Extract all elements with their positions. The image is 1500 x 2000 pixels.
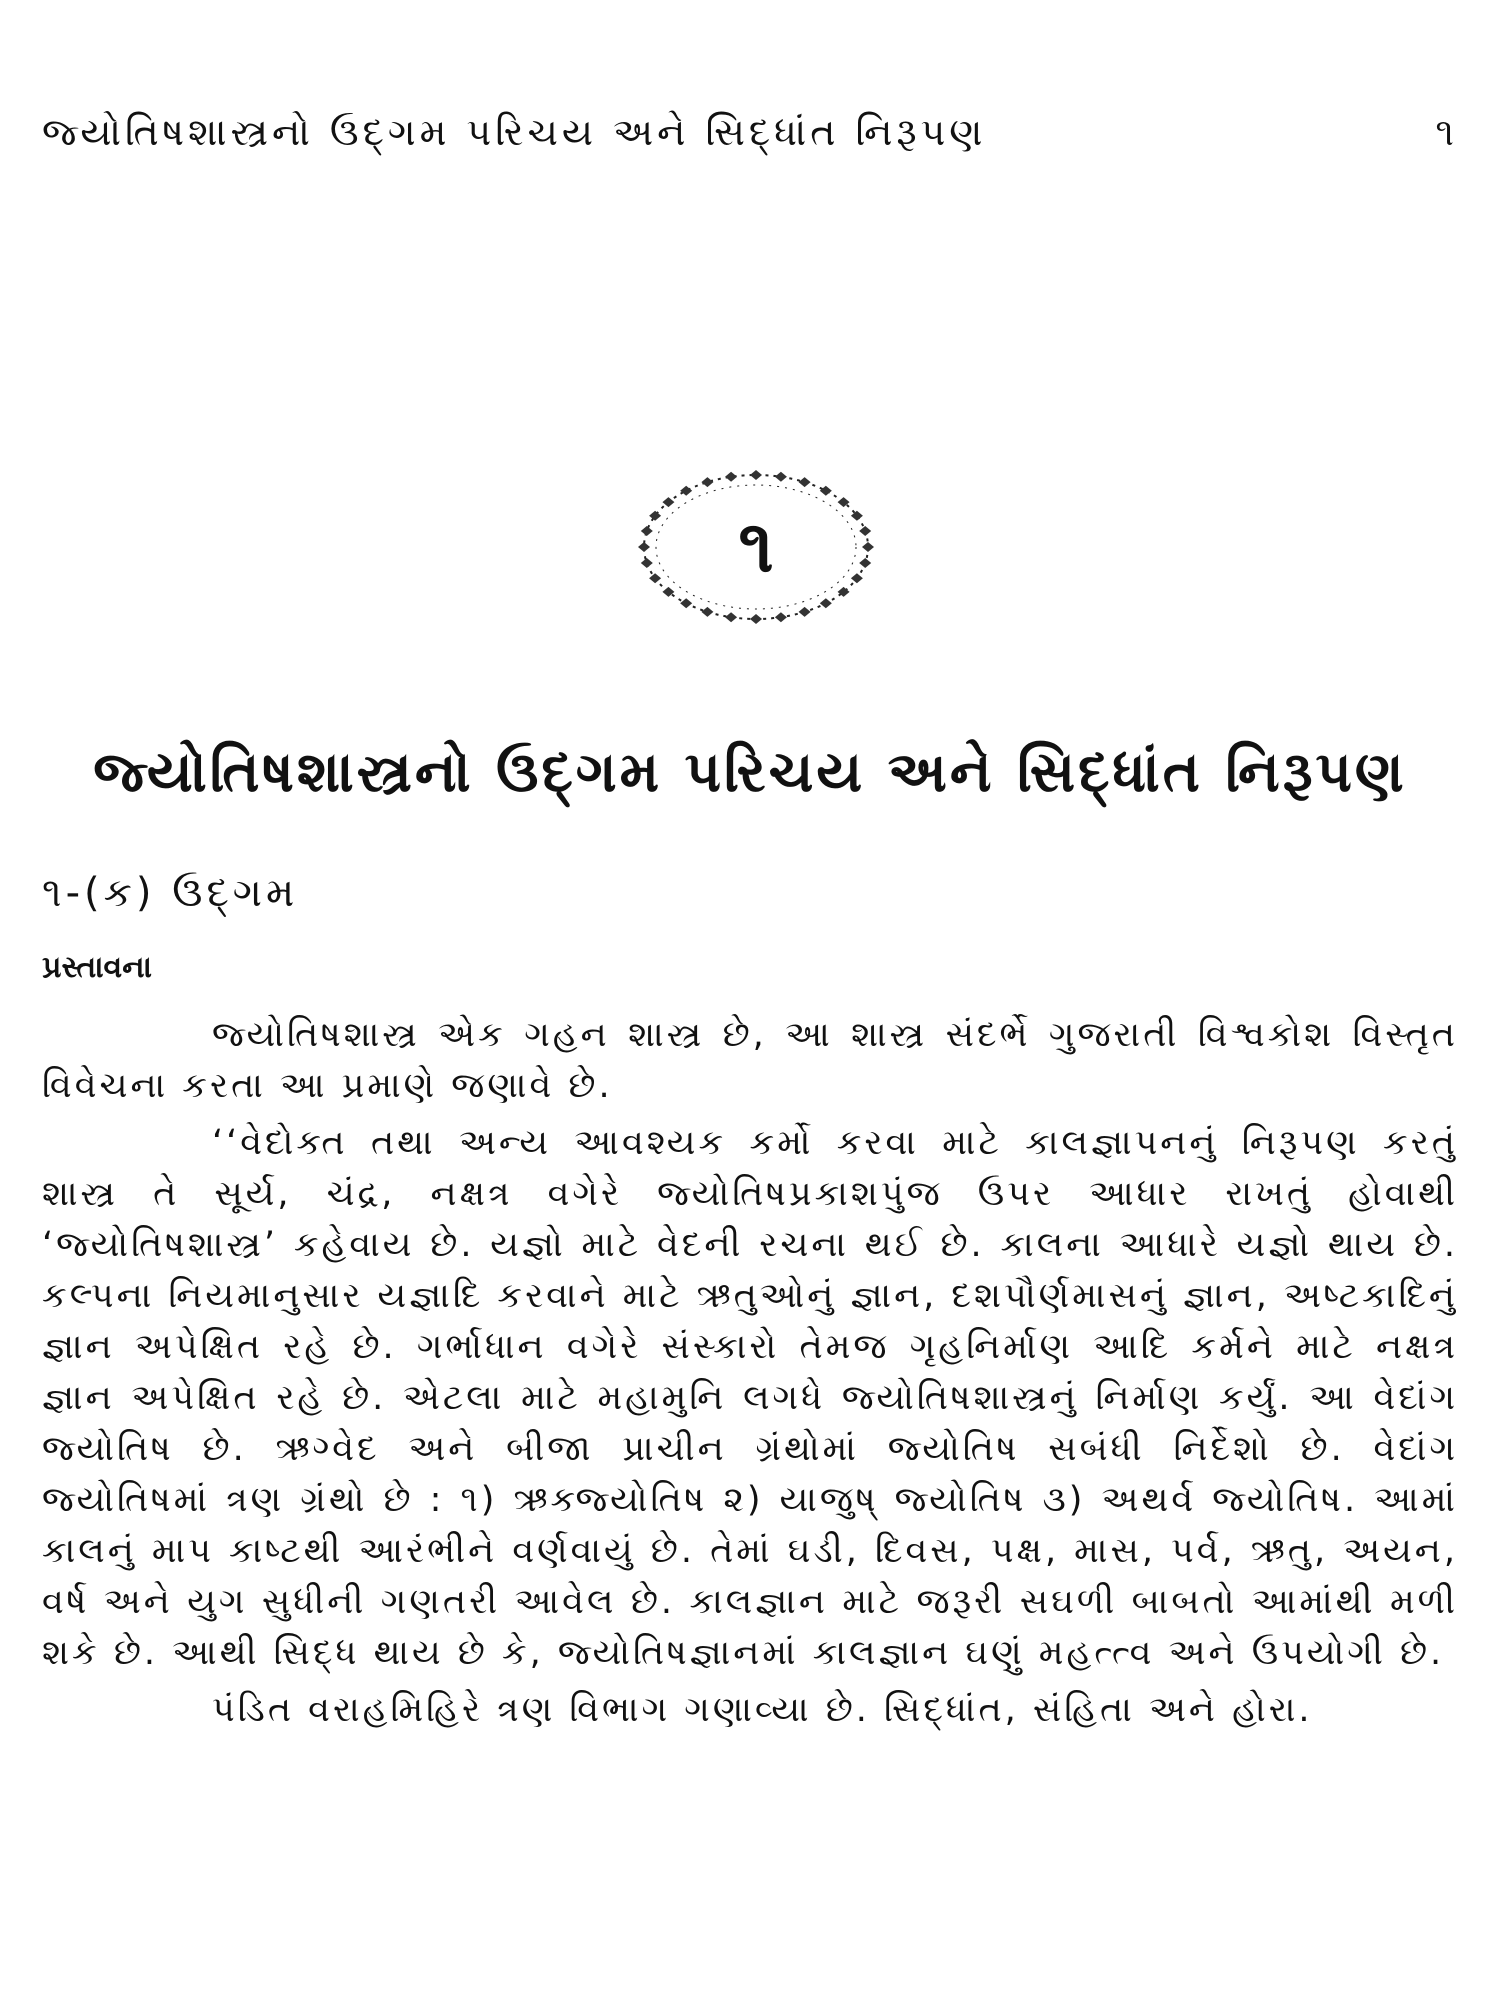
paragraph-varahamihira: પંડિત વરાહમિહિરે ત્રણ વિભાગ ગણાવ્યા છે. સિદ્ધાંત, સંહિતા અને હોરા. (212, 1690, 1313, 1730)
chapter-number: ૧ (738, 504, 774, 588)
section-title: ૧-(ક) ઉદ્ગમ (42, 870, 299, 916)
running-title: જ્યોતિષશાસ્ત્રનો ઉદ્ગમ પરિચય અને સિદ્ધાંત નિરૂપણ (42, 110, 987, 154)
paragraph-quote: ‘‘વેદોક્ત તથા અન્ય આવશ્યક કર્મો કરવા માટે કાલજ્ઞાપનનું નિરૂપણ કરતું શાસ્ત્ર તે સૂર્ય, ચંદ્ર, નક્ષત્ર વગેરે જ્યોતિષપ્રકાશપુંજ ઉપર આધાર રાખતું હોવાથી ‘જ્યોતિષશાસ્ત્ર’ કહેવાય છે. યજ્ઞો માટે વેદની રચના થઈ છે. કાલના આધારે યજ્ઞો થાય છે. કલ્પના નિયમાનુસાર યજ્ઞાદિ કરવાને માટે ઋતુઓનું જ્ઞાન, દશપૌર્ણમાસનું જ્ઞાન, અષ્ટકાદિનું જ્ઞાન અપેક્ષિત રહે છે. ગર્ભાધાન વગેરે સંસ્કારો તેમજ ગૃહનિર્માણ આદિ કર્મને માટે નક્ષત્ર જ્ઞાન અપેક્ષિત રહે છે. એટલા માટે મહામુનિ લગધે જ્યોતિષશાસ્ત્રનું નિર્માણ કર્યું. આ વેદાંગ જ્યોતિષ છે. ઋગ્વેદ અને બીજા પ્રાચીન ગ્રંથોમાં જ્યોતિષ સબંધી નિર્દેશો છે. વેદાંગ જ્યોતિષમાં ત્રણ ગ્રંથો છે : ૧) ઋક્જ્યોતિષ ૨) યાજુષ્ જ્યોતિષ ૩) અથર્વ જ્યોતિષ. આમાં કાલનું માપ કાષ્ટથી આરંભીને વર્ણવાયું છે. તેમાં ઘડી, દિવસ, પક્ષ, માસ, પર્વ, ઋતુ, અયન, વર્ષ અને યુગ સુધીની ગણતરી આવેલ છે. કાલજ્ઞાન માટે જરૂરી સઘળી બાબતો આમાંથી મળી શકે છે. આથી સિદ્ધ થાય છે કે, જ્યોતિષજ્ઞાનમાં કાલજ્ઞાન ઘણું મહત્ત્વ અને ઉપયોગી છે. (42, 1123, 1458, 1673)
running-header (42, 110, 1458, 155)
body-text (42, 1010, 1458, 1736)
paragraph-intro: જ્યોતિષશાસ્ત્ર એક ગહન શાસ્ત્ર છે, આ શાસ્ત્ર સંદર્ભે ગુજરાતી વિશ્વકોશ વિસ્તૃત વિવેચના કરતા આ પ્રમાણે જણાવે છે. (42, 1015, 1458, 1106)
page-number: ૧ (1435, 110, 1458, 154)
chapter-title: જ્યોતિષશાસ્ત્રનો ઉદ્ગમ પરિચય અને સિદ્ધાંત નિરૂપણ (93, 740, 1407, 805)
subsection-title: પ્રસ્તાવના (42, 950, 152, 985)
